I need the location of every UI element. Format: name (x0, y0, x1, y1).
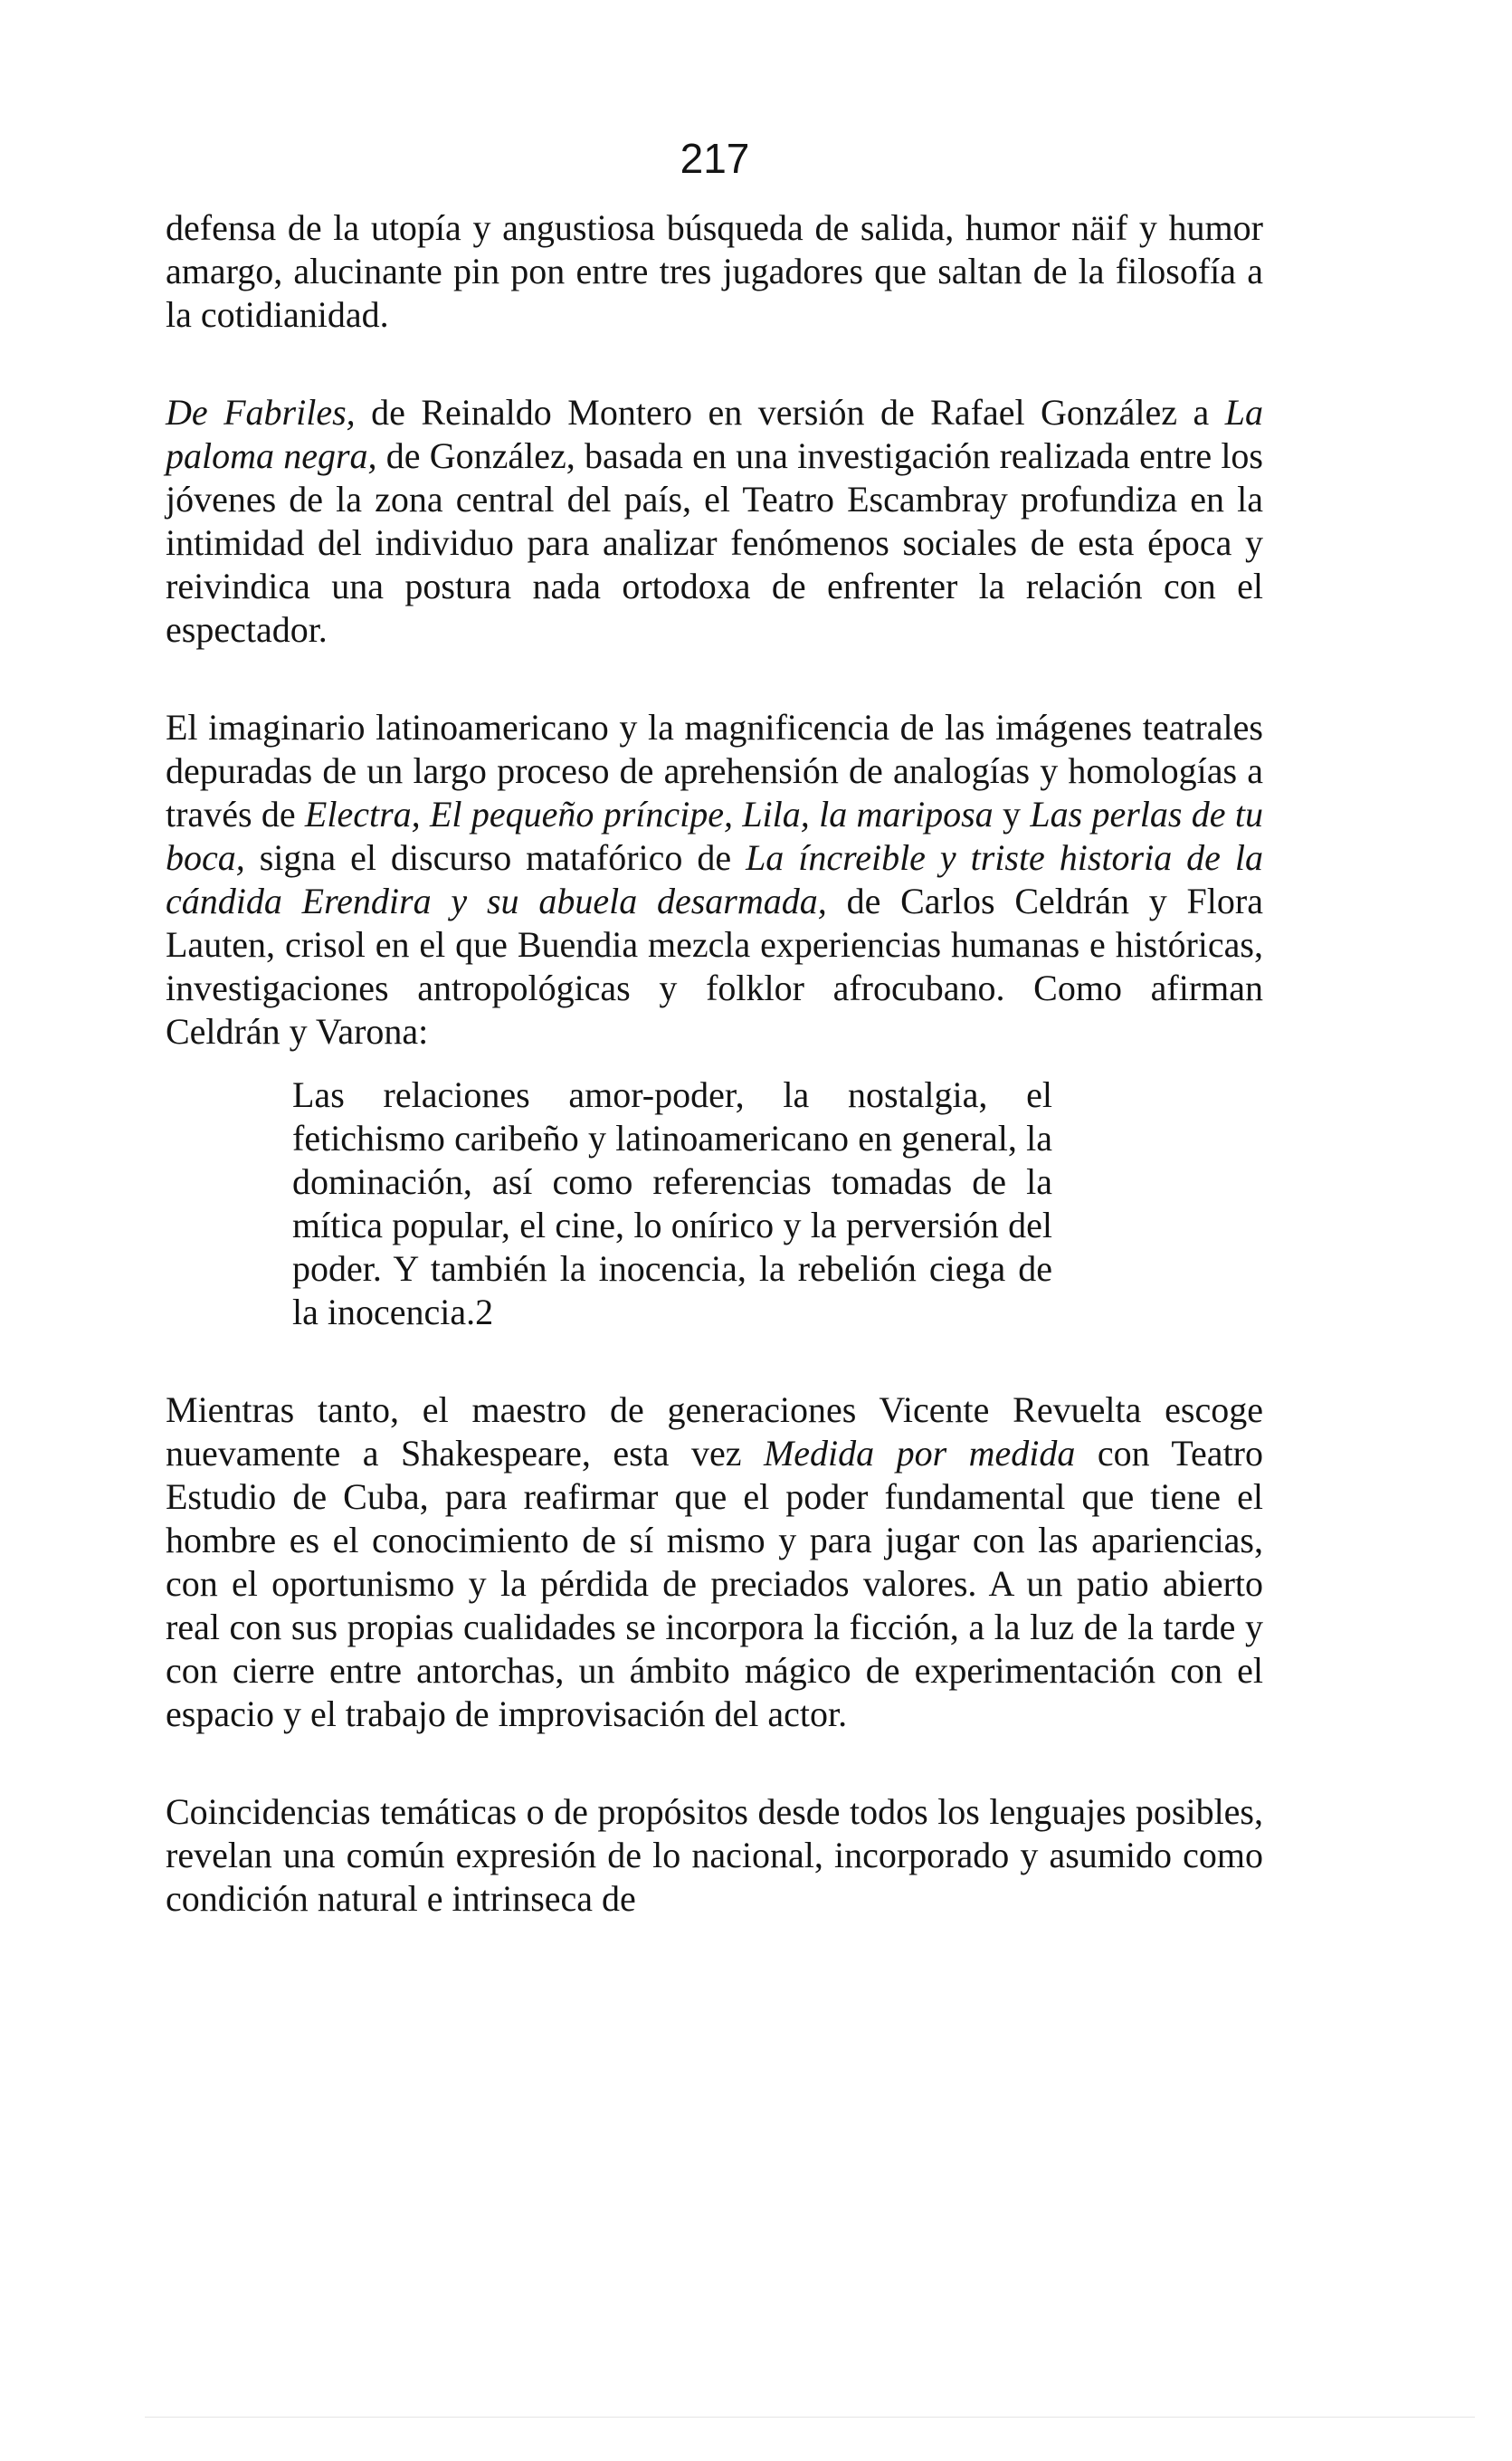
play-title-las-perlas: Las perlas de tu boca, (166, 794, 1264, 878)
paragraph-escambray (166, 391, 1263, 652)
bottom-rule (145, 2417, 1475, 2418)
paragraph-text: Mientras tanto, el maestro de generaciones Vicente Revuelta escoge nuevamente a Shakespeare, esta vez (166, 1389, 1263, 1474)
paragraph-text: signa el discurso matafórico de (244, 837, 746, 878)
paragraph-text: de González, basada en una investigación realizada entre los jóvenes de la zona central del país, el Teatro Escambray profundiza en la intimidad del individuo para analizar fenómenos sociales de esta época y reivindica una postura nada ortodoxa de enfrenter la relación con el espectador. (166, 435, 1263, 650)
page-number: 217 (680, 135, 750, 182)
paragraph-buendia (166, 706, 1263, 1054)
paragraph-text: El imaginario latinoamericano y la magnificencia de las imágenes teatrales depuradas de un largo proceso de aprehensión de analogías y homologías a través de (166, 707, 1263, 835)
paragraph-text: y (993, 794, 1031, 835)
paragraph-text: de Carlos Celdrán y Flora Lauten, crisol en el que Buendia mezcla experiencias humanas e históricas, investigaciones antropológicas y folklor afrocubano. Como afirman Celdrán y Varona: (166, 881, 1263, 1052)
block-quote: Las relaciones amor-poder, la nostalgia, el fetichismo caribeño y latinoamericano en general, la dominación, así como referencias tomadas de la mítica popular, el cine, lo onírico y la perversión del poder. Y también la inocencia, la rebelión ciega de la inocencia.2 (292, 1074, 1052, 1332)
play-title-fabriles: De Fabriles, (166, 392, 356, 433)
play-title-medida-por-medida: Medida por medida (763, 1433, 1076, 1474)
play-title-erendira: La íncreible y triste historia de la cándida Erendira y su abuela desarmada, (166, 837, 1263, 921)
paragraph-coincidencias: Coincidencias temáticas o de propósitos desde todos los lenguajes posibles, revelan una común expresión de lo nacional, incorporado y asumido como condición natural e intrinseca de (166, 1791, 1263, 1919)
play-title-la-paloma-negra: La paloma negra, (166, 392, 1264, 476)
paragraph-text: con Teatro Estudio de Cuba, para reafirmar que el poder fundamental que tiene el hombre es el conocimiento de sí mismo y para jugar con las apariencias, con el oportunismo y la pérdida de preciados valores. A un patio abierto real con sus propias cualidades se incorpora la ficción, a la luz de la tarde y con cierre entre antorchas, un ámbito mágico de experimentación con el espacio y el trabajo de improvisación del actor. (166, 1433, 1263, 1734)
page-body (166, 206, 1263, 1975)
paragraph-text: de Reinaldo Montero en versión de Rafael González a (355, 392, 1225, 433)
paragraph-revuelta (166, 1388, 1263, 1736)
paragraph-utopia: defensa de la utopía y angustiosa búsqueda de salida, humor näif y humor amargo, alucinante pin pon entre tres jugadores que saltan de la filosofía a la cotidianidad. (166, 207, 1263, 335)
play-title-electra: Electra, El pequeño príncipe, Lila, la mariposa (304, 794, 994, 835)
